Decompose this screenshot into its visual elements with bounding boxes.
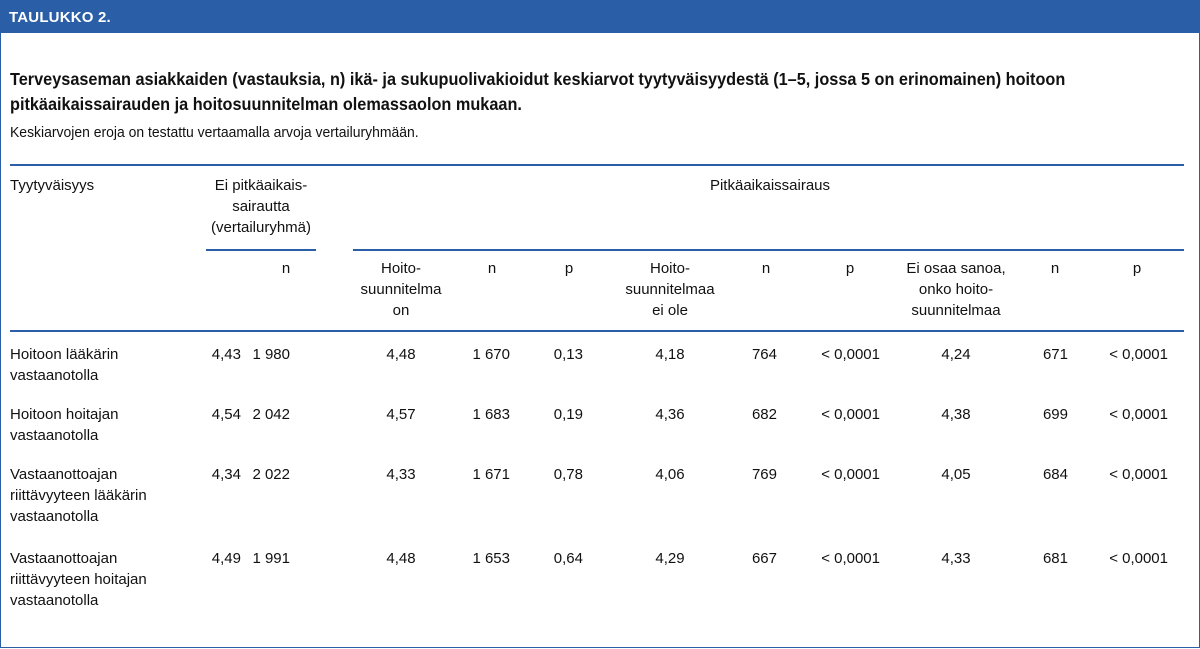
- table-cell: 4,49: [211, 550, 241, 567]
- table-cell: 4,54: [211, 406, 241, 423]
- table-cell: 1 683: [472, 406, 510, 423]
- table-cell: 4,36: [655, 406, 685, 423]
- header-row-label: Tyytyväisyys: [10, 177, 95, 194]
- table-cell: < 0,0001: [1109, 550, 1168, 567]
- table-cell: 699: [1042, 406, 1068, 423]
- table-cell: 4,29: [655, 550, 685, 567]
- table-cell: < 0,0001: [821, 406, 880, 423]
- group1-underline: [206, 249, 316, 251]
- table-cell: 4,33: [941, 550, 971, 567]
- table-cell: 1 980: [252, 346, 290, 363]
- top-rule: [10, 164, 1184, 166]
- table-cell: 4,33: [386, 466, 416, 483]
- table-cell: 4,38: [941, 406, 971, 423]
- column-header: p: [564, 260, 574, 277]
- column-header: n: [1050, 260, 1060, 277]
- table-cell: 1 671: [472, 466, 510, 483]
- table-cell: 4,24: [941, 346, 971, 363]
- table-cell: 684: [1042, 466, 1068, 483]
- column-header: p: [845, 260, 855, 277]
- table-subtitle: Keskiarvojen eroja on testattu vertaamalla arvoja vertailuryhmään.: [10, 124, 419, 141]
- column-header: p: [1132, 260, 1142, 277]
- header-group-no-chronic: Ei pitkäaikais- sairautta (vertailuryhmä): [210, 177, 312, 236]
- table-cell: 0,78: [553, 466, 583, 483]
- table-cell: 2 042: [252, 406, 290, 423]
- row-label: Vastaanottoajan riittävyyteen hoitajan vastaanotolla: [10, 550, 147, 609]
- table-cell: 681: [1042, 550, 1068, 567]
- table-label-bar: [0, 0, 1200, 33]
- table-cell: < 0,0001: [1109, 346, 1168, 363]
- table-title: Terveysaseman asiakkaiden (vastauksia, n) ikä- ja sukupuolivakioidut keskiarvot tyytyväisyydestä (1–5, jossa 5 on erinomainen) hoitoon pitkäaikaissairauden ja hoitosuunnitelman olemassaolon mukaan.: [10, 69, 1066, 114]
- table-cell: 1 670: [472, 346, 510, 363]
- table-cell: 4,48: [386, 550, 416, 567]
- table-cell: < 0,0001: [1109, 406, 1168, 423]
- row-label: Vastaanottoajan riittävyyteen lääkärin vastaanotolla: [10, 466, 147, 525]
- column-header: n: [761, 260, 771, 277]
- table-cell: 4,48: [386, 346, 416, 363]
- header-group-chronic: Pitkäaikaissairaus: [709, 177, 831, 194]
- column-header: Hoito- suunnitelmaa ei ole: [625, 260, 715, 319]
- table-cell: 769: [751, 466, 777, 483]
- group2-underline: [353, 249, 1184, 251]
- table-cell: < 0,0001: [821, 466, 880, 483]
- column-header: n: [487, 260, 497, 277]
- table-cell: 0,19: [553, 406, 583, 423]
- column-header: Hoito- suunnitelma on: [360, 260, 442, 319]
- table-cell: 1 991: [252, 550, 290, 567]
- table-cell: 0,64: [553, 550, 583, 567]
- table-cell: 1 653: [472, 550, 510, 567]
- table-cell: 4,05: [941, 466, 971, 483]
- table-cell: 4,57: [386, 406, 416, 423]
- table-cell: < 0,0001: [1109, 466, 1168, 483]
- table-cell: 4,06: [655, 466, 685, 483]
- column-header: Ei osaa sanoa, onko hoito- suunnitelmaa: [906, 260, 1006, 319]
- table-cell: 4,43: [211, 346, 241, 363]
- table-cell: 682: [751, 406, 777, 423]
- table-cell: 764: [751, 346, 777, 363]
- table-cell: 4,34: [211, 466, 241, 483]
- row-label: Hoitoon lääkärin vastaanotolla: [10, 346, 119, 384]
- header-bottom-rule: [10, 330, 1184, 332]
- table-cell: 0,13: [553, 346, 583, 363]
- table-cell: 2 022: [252, 466, 290, 483]
- table-label: TAULUKKO 2.: [9, 9, 111, 26]
- column-header: n: [281, 260, 291, 277]
- table-cell: < 0,0001: [821, 346, 880, 363]
- table-cell: 4,18: [655, 346, 685, 363]
- table-cell: 671: [1042, 346, 1068, 363]
- table-cell: 667: [751, 550, 777, 567]
- table-cell: < 0,0001: [821, 550, 880, 567]
- row-label: Hoitoon hoitajan vastaanotolla: [10, 406, 119, 444]
